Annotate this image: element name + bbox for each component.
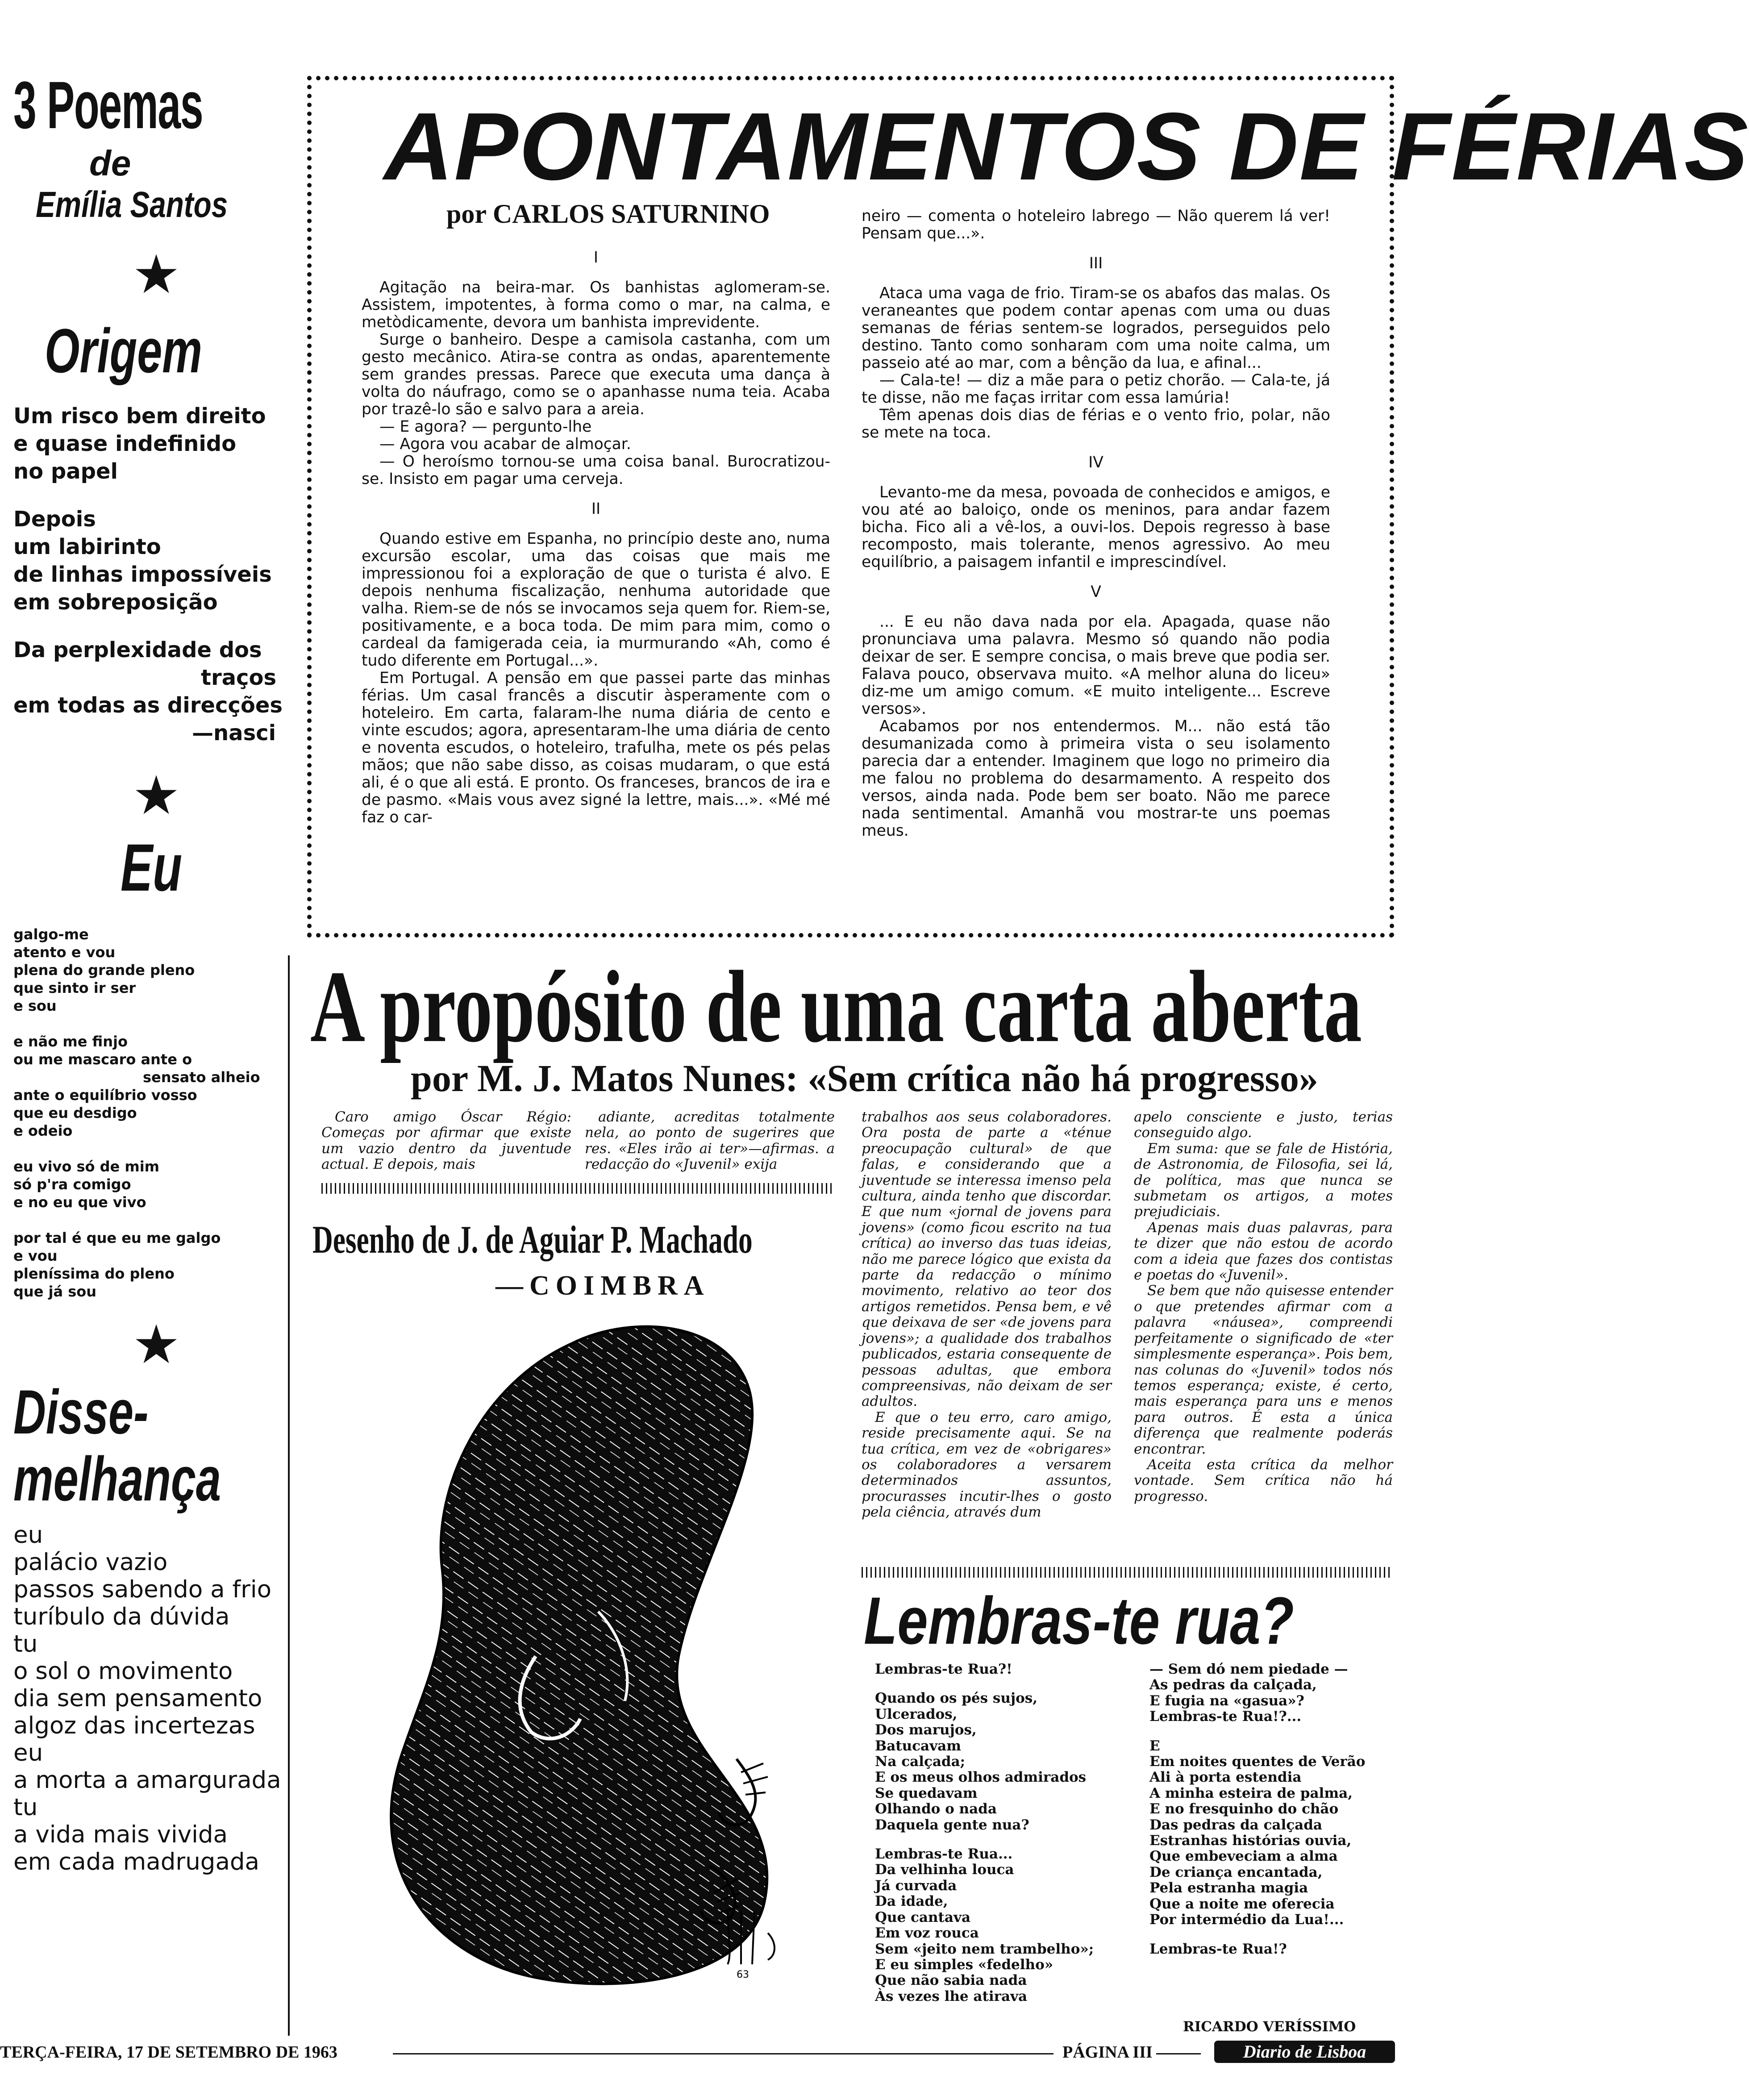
article-byline: por CARLOS SATURNINO [446,199,770,229]
carta-paragraph: apelo consciente e justo, terias conseguido algo. [1134,1109,1393,1141]
poem-line: pleníssima do pleno [13,1265,175,1282]
carta-column-3 [862,1109,1112,1521]
drawing-city: —COIMBRA [496,1271,710,1301]
footer-rule [393,2053,1054,2054]
poem-line: e odeio [13,1122,73,1139]
poem-line: Que embeveciam a alma [1149,1848,1338,1865]
lembras-author: RICARDO VERÍSSIMO [1183,2019,1356,2035]
article-paragraph: — O heroísmo tornou-se uma coisa banal. Burocratizou-se. Insisto em pagar uma cerveja. [362,453,830,488]
star-icon: ★ [132,244,180,306]
poem-line: traços [201,665,277,690]
poem-line: o sol o movimento [13,1658,233,1685]
star-icon: ★ [132,1314,180,1376]
hatch-rule [321,1183,835,1194]
carta-paragraph: adiante, acreditas totalmente nela, ao ponto de sugerires que res. «Eles irão ai ter»—afirmas. a redacção do «Juvenil» exija [585,1109,835,1173]
poem-line: tu [13,1794,38,1821]
poem-line: E [1149,1738,1160,1754]
poem-line: Batucavam [875,1738,962,1754]
poem-line: e quase indefinido [13,431,237,456]
article-paragraph: neiro — comenta o hoteleiro labrego — Não querem lá ver! Pensam que...». [862,207,1330,242]
section-number: II [591,500,601,518]
poem-line: Lembras-te Rua!? [1149,1941,1287,1957]
poem-line: e não me finjo [13,1033,128,1050]
hatch-rule [862,1567,1393,1578]
article-paragraph: Levanto-me da mesa, povoada de conhecidos e amigos, e vou até ao baloiço, onde os meninos, para andar fazem bicha. Fico ali a vê-los, a ouvi-los. Depois regresso à base recomposto, mais tolerante, menos agressivo. Ao meu equilíbrio, a paisagem infantil e imprescindível. [862,483,1330,571]
article-paragraph: Em Portugal. A pensão em que passei parte das minhas férias. Um casal francês a discutir àsperamente com o hoteleiro. Em carta, falaram-lhe numa diária de cento e vinte escudos; agora, apresentaram-lhe uma diária de cento e noventa escudos, o hoteleiro, trafulha, mete os pés pelas mãos; que não sabe disso, as coisas mudaram, o que está ali, é o que ali está. E pronto. Os franceses, brancos de ira e de pasmo. «Mais vous avez signé la lettre, mais...». «Mé mé faz o car- [362,669,830,826]
carta-byline: por M. J. Matos Nunes: «Sem crítica não há progresso» [411,1057,1318,1100]
star-icon: ★ [132,765,180,827]
article-paragraph: Agitação na beira-mar. Os banhistas aglomeram-se. Assistem, impotentes, à forma como o mar, na calma, e metòdicamente, devora um banhista imprevidente. [362,279,830,331]
carta-paragraph: Aceita esta crítica da melhor vontade. Sem crítica não há progresso. [1134,1456,1393,1504]
article-paragraph: — Cala-te! — diz a mãe para o petiz chorão. — Cala-te, já te disse, não me faças irritar com essa lamúria! [862,371,1330,407]
section-number: III [1089,254,1103,272]
poem-line: um labirinto [13,534,161,559]
poem-line: Da perplexidade dos [13,638,262,662]
page-footer [0,2042,1406,2065]
poem-origem-body [13,402,290,747]
poem-line: Lembras-te Rua!?... [1149,1708,1302,1725]
poem-line: e sou [13,997,57,1014]
poem-line: plena do grande pleno [13,962,195,979]
poem-line: — Sem dó nem piedade — [1149,1661,1348,1677]
poem-title-origem: Origem [45,316,202,386]
poem-line: —nasci [192,721,276,746]
stanza-gap [875,1677,1125,1691]
poem-eu-body [13,925,290,1300]
poem-line: Em noites quentes de Verão [1149,1754,1366,1770]
poem-line: Dos marujos, [875,1722,977,1738]
poem-line: passos sabendo a frio [13,1576,272,1603]
poem-line: Sem «jeito nem trambelho»; [875,1941,1094,1957]
stanza-gap [1149,1928,1399,1942]
poem-line: De criança encantada, [1149,1864,1323,1880]
poem-stanza [13,925,290,1015]
poem-line: que sinto ir ser [13,979,136,996]
poem-line: Pela estranha magia [1149,1880,1308,1896]
poem-line: atento e vou [13,944,116,961]
poem-line: em todas as direcções [13,693,283,718]
drawing-number: 63 [737,1969,749,1980]
footer-page-number: PÁGINA III [1062,2043,1153,2062]
poems-column [13,67,290,1875]
poem-line: A minha esteira de palma, [1149,1785,1353,1801]
poem-line: em cada madrugada [13,1848,260,1875]
poem-line: e vou [13,1247,58,1264]
article-paragraph: ... E eu não dava nada por ela. Apagada, quase não pronunciava uma palavra. Mesmo só quando não podia deixar de ser. E sempre concisa, o mais breve que podia ser. Falava pouco, observava muito. «A melhor aluna do liceu» diz-me um amigo comum. «E muito inteligente... Escreve versos». [862,613,1330,718]
poem-line: e no eu que vivo [13,1194,146,1211]
poem-stanza [13,402,290,485]
poem-line: a morta a amargurada [13,1767,281,1794]
poem-line: Das pedras da calçada [1149,1817,1322,1833]
poem-line: Lembras-te Rua?! [875,1661,1012,1677]
section-number: I [593,249,599,267]
poem-line: eu [13,1739,43,1767]
poem-line: Da idade, [875,1893,948,1910]
poems-de: de [89,143,131,183]
stanza-gap [875,1833,1125,1846]
poem-line: Lembras-te Rua... [875,1846,1013,1862]
footer-date: TERÇA-FEIRA, 17 DE SETEMBRO DE 1963 [0,2043,337,2062]
poem-line: palácio vazio [13,1549,168,1576]
carta-column-1 [321,1109,571,1173]
article-title: APONTAMENTOS DE FÉRIAS [384,92,1749,200]
poem-line: Quando os pés sujos, [875,1690,1038,1707]
section-number: V [1091,583,1101,601]
carta-paragraph: Caro amigo Óscar Régio: Começas por afirmar que existe um vazio dentro da juventude actual. E depois, mais [321,1109,571,1173]
article-paragraph: Surge o banheiro. Despe a camisola castanha, com um gesto mecânico. Atira-se contra as ondas, aparentemente sem grandes pressas. Parece que executa uma dança à volta do náufrago, como se o apanhasse numa teia. Acaba por trazê-lo são e salvo para a areia. [362,331,830,418]
poem-line: Por intermédio da Lua!... [1149,1912,1344,1928]
poem-line: em sobreposição [13,590,218,615]
poems-title: 3 Poemas [13,67,203,142]
article-paragraph: Acabamos por nos entendermos. M... não está tão desumanizada como à primeira vista o seu isolamento parecia dar a entender. Imaginem que logo no primeiro dia me falou no problema do desarmamento. A respeito dos versos, ainda nada. Pode bem ser boato. Não me parece nada sentimental. Amanhã vou mostrar-te uns poemas meus. [862,717,1330,840]
article-paragraph: — Agora vou acabar de almoçar. [379,435,631,453]
poem-line: eu [13,1521,43,1549]
poem-line: Às vezes lhe atirava [875,1988,1028,2004]
carta-paragraph: trabalhos aos seus colaboradores. Ora posta de parte a «ténue preocupação cultural» de que falas, e considerando que a juventude se interessa imenso pela cultura, ainda tenho que discordar. E que num «jornal de jovens para jovens» (como ficou escrito na tua crítica) ao inverso das tuas ideias, não me parece lógico que exista da parte da redacção o mínimo movimento, relativo ao teor dos artigos remetidos. Pensa bem, e vê que deixava de ser «de jovens para jovens»; a qualidade dos trabalhos publicados, estaria consequente de pessoas adultas, que embora compreensivas, não deixam de ser adultos. [862,1109,1112,1410]
poem-line: galgo-me [13,926,89,943]
poem-dissemelhanca-body [13,1521,290,1875]
carta-paragraph: Apenas mais duas palavras, para te dizer que não estou de acordo com a ideia que fazes dos contistas e poetas do «Juvenil». [1134,1219,1393,1283]
poem-stanza [13,1229,290,1300]
drawing-illustration [348,1317,857,2013]
poem-line: algoz das incertezas [13,1712,255,1739]
poem-stanza [13,505,290,616]
poem-line: Ulcerados, [875,1706,958,1722]
poem-title-dissemelhanca-2: melhança [13,1444,221,1514]
carta-column-4 [1134,1109,1393,1504]
lembras-column-1 [875,1662,1125,2004]
poem-line: só p'ra comigo [13,1176,131,1193]
carta-column-2 [585,1109,835,1173]
poem-line: Depois [13,507,96,532]
article-paragraph: Têm apenas dois dias de férias e o vento frio, polar, não se mete na toca. [862,406,1330,442]
poem-line: Estranhas histórias ouvia, [1149,1833,1352,1849]
carta-paragraph: E que o teu erro, caro amigo, reside precisamente aqui. Se na tua crítica, em vez de «obrigares» os colaboradores a versarem determinados assuntos, procurasses incutir-lhes o gosto pela ciência, através dum [862,1409,1112,1521]
poem-stanza [13,1158,290,1211]
footer-rule [1156,2053,1201,2054]
poem-line: Olhando o nada [875,1801,997,1817]
poem-line: Que cantava [875,1909,971,1925]
poems-author: Emília Santos [36,184,228,225]
poem-line: Se quedavam [875,1785,978,1801]
poem-line: tu [13,1630,38,1658]
poem-line: Ali à porta estendia [1149,1769,1302,1786]
article-paragraph: Ataca uma vaga de frio. Tiram-se os abafos das malas. Os veraneantes que podem contar apenas com uma ou duas semanas de férias sentem-se logrados, perseguidos pelo destino. Tanto como sonharam com uma noite calma, um passeio até ao mar, com a bênção da lua, e afinal... [862,284,1330,372]
poem-line: Um risco bem direito [13,404,266,429]
poem-line: As pedras da calçada, [1149,1677,1317,1693]
poem-line: Que não sabia nada [875,1972,1027,1989]
poem-title-eu: Eu [121,830,183,905]
stanza-gap [1149,1725,1399,1738]
poem-line: Na calçada; [875,1754,966,1770]
poem-line: turíbulo da dúvida [13,1603,230,1630]
poem-line: sensato alheio [143,1069,260,1086]
article-paragraph: — E agora? — pergunto-lhe [379,418,592,436]
poem-line: Daquela gente nua? [875,1817,1029,1833]
poem-line: eu vivo só de mim [13,1158,160,1175]
carta-paragraph: Se bem que não quisesse entender o que pretendes afirmar com a palavra «náusea», compreendi perfeitamente o significado de «ter simplesmente esperança». Pois bem, nas colunas do «Juvenil» todos nós temos esperança; existe, é certo, mais esperança para uns e menos para outros. É esta a única diferença que realmente poderás encontrar. [1134,1283,1393,1457]
poem-line: Da velhinha louca [875,1862,1014,1878]
poem-line: E eu simples «fedelho» [875,1956,1054,1973]
article-column-1 [362,237,830,826]
poem-stanza [13,1033,290,1140]
poem-title-dissemelhanca-1: Disse- [13,1377,149,1447]
poem-line: Em voz rouca [875,1925,979,1942]
poem-line: E no fresquinho do chão [1149,1801,1339,1817]
newspaper-logo: Diario de Lisboa [1214,2041,1395,2063]
poem-line: que já sou [13,1283,97,1300]
poem-line: de linhas impossíveis [13,562,272,587]
poem-line: dia sem pensamento [13,1685,262,1712]
article-paragraph: Quando estive em Espanha, no princípio deste ano, numa excursão escolar, uma das coisas que mais me impressionou foi a exploração de que o turista é alvo. E depois nenhuma fiscalização, nenhuma autoridade que valha. Riem-se de nós se invocamos seja quem for. Riem-se, positivamente, e a boca toda. De mim para mim, como o cardeal da famigerada ceia, ia murmurando «Ah, como é tudo diferente em Portugal...». [362,530,830,670]
drawing-caption: Desenho de J. de Aguiar P. Machado [312,1218,753,1262]
poem-line: a vida mais vivida [13,1821,228,1848]
carta-paragraph: Em suma: que se fale de História, de Astronomia, de Filosofia, sei lá, de política, mas que nunca se submetam os artigos, a motes prejudiciais. [1134,1140,1393,1220]
poem-line: Já curvada [875,1877,957,1894]
poem-line: E fugia na «gasua»? [1149,1692,1304,1709]
poem-line: ou me mascaro ante o [13,1051,192,1068]
section-number: IV [1088,454,1104,471]
poem-line: no papel [13,459,118,484]
poem-line: que eu desdigo [13,1104,137,1121]
lembras-column-2 [1149,1662,1399,1957]
poem-line: E os meus olhos admirados [875,1769,1087,1786]
article-column-2 [862,208,1330,840]
column-divider [288,955,290,2036]
lembras-title: Lembras-te rua? [864,1583,1294,1658]
carta-title: A propósito de uma carta aberta [310,950,1362,1063]
poem-line: Que a noite me oferecia [1149,1896,1335,1912]
poem-line: por tal é que eu me galgo [13,1229,221,1246]
poem-stanza [13,636,290,747]
poem-line: ante o equilíbrio vosso [13,1087,197,1104]
